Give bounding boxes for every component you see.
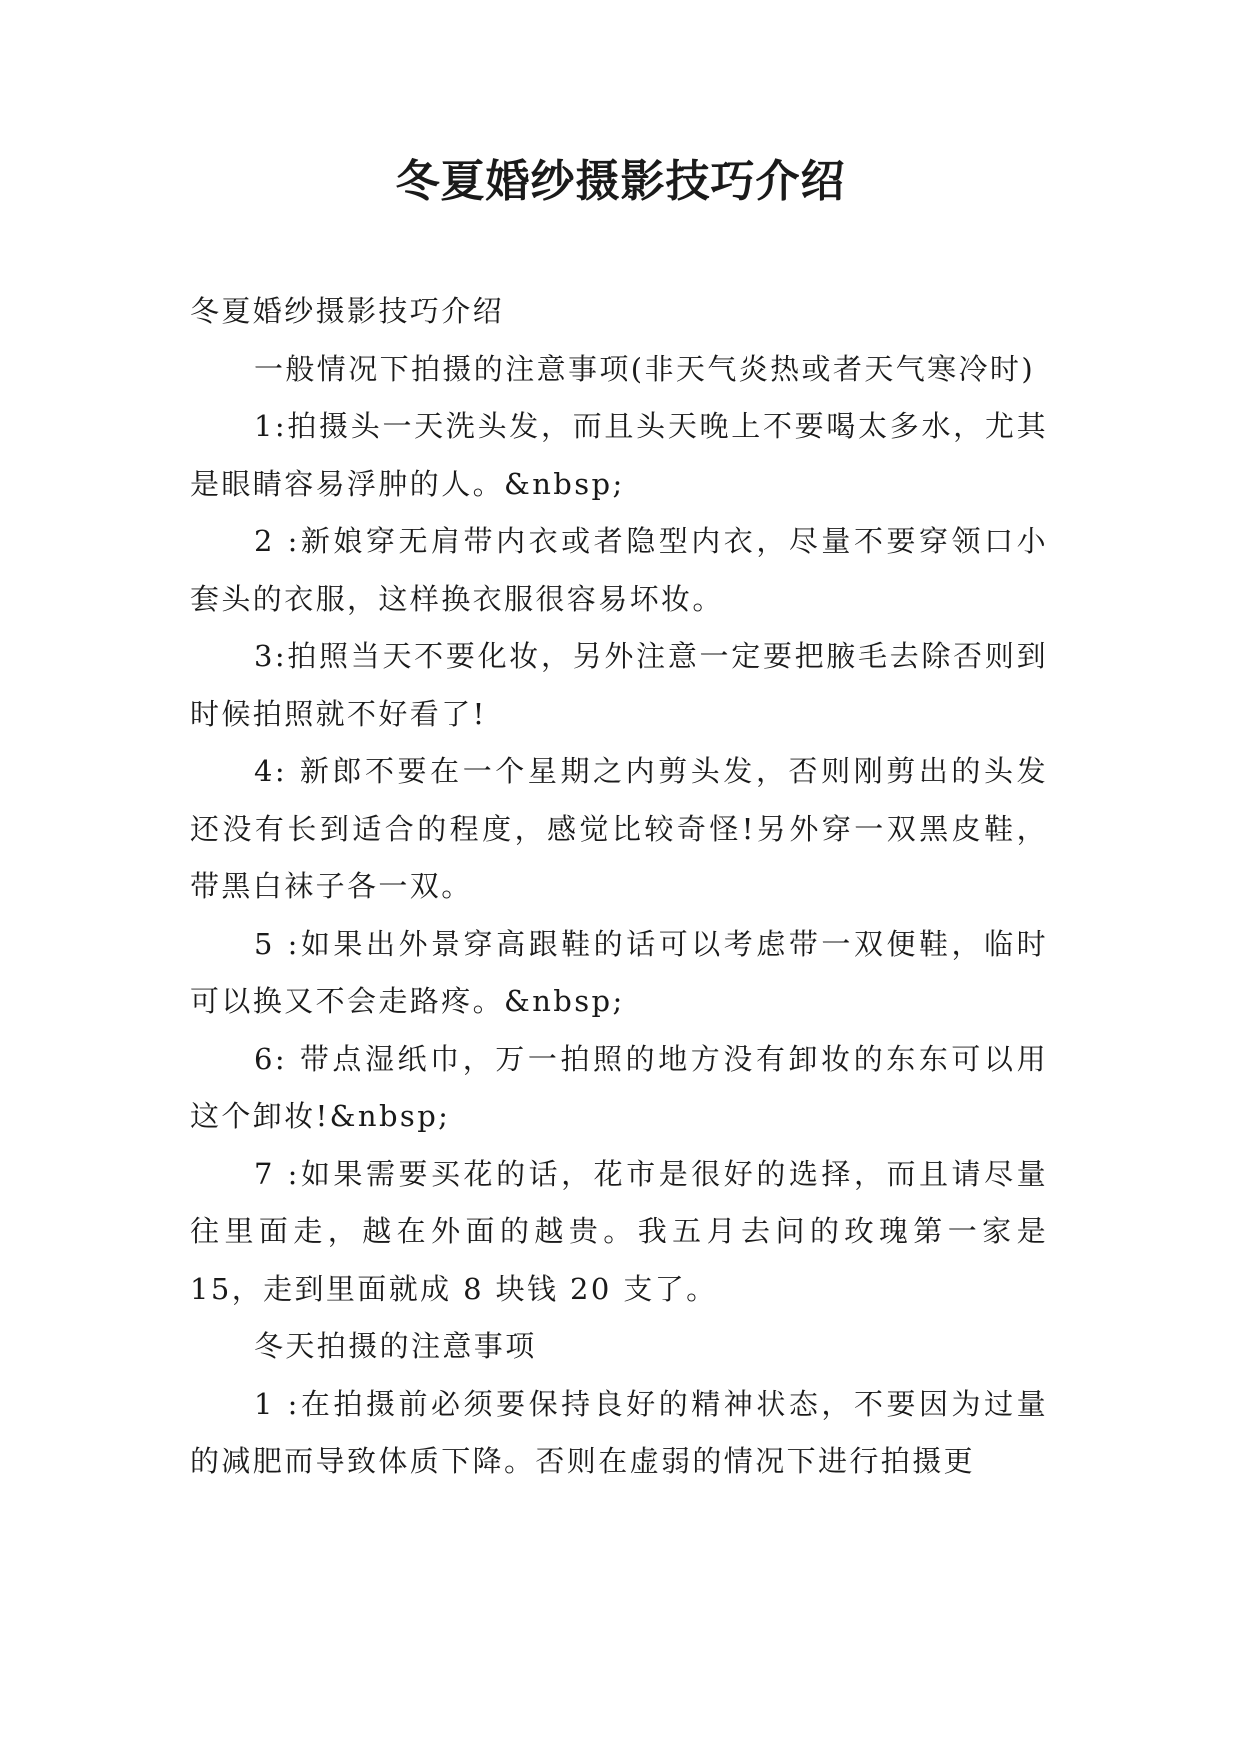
paragraph-item-5: 5 :如果出外景穿高跟鞋的话可以考虑带一双便鞋，临时可以换又不会走路疼。&nbsp;: [190, 926, 1048, 1018]
paragraph-subtitle: 冬夏婚纱摄影技巧介绍: [190, 294, 505, 328]
paragraph-winter-heading: 冬天拍摄的注意事项: [254, 1329, 537, 1363]
paragraph-item-3: 3:拍照当天不要化妆，另外注意一定要把腋毛去除否则到时候拍照就不好看了!: [190, 639, 1048, 731]
paragraph-general-heading: 一般情况下拍摄的注意事项(非天气炎热或者天气寒冷时): [254, 351, 1036, 386]
paragraph-item-7: 7 :如果需要买花的话，花市是很好的选择，而且请尽量往里面走，越在外面的越贵。我五月去问的玫瑰第一家是15，走到里面就成 8 块钱 20 支了。: [190, 1156, 1048, 1306]
document-body: [190, 283, 1048, 1491]
paragraph-item-2: 2 :新娘穿无肩带内衣或者隐型内衣，尽量不要穿领口小套头的衣服，这样换衣服很容易坏妆。: [190, 524, 1048, 616]
paragraph-item-4: 4: 新郎不要在一个星期之内剪头发，否则刚剪出的头发还没有长到适合的程度，感觉比较奇怪!另外穿一双黑皮鞋，带黑白袜子各一双。: [190, 754, 1048, 903]
document-title: 冬夏婚纱摄影技巧介绍: [395, 156, 846, 207]
paragraph-winter-item-1: 1 :在拍摄前必须要保持良好的精神状态，不要因为过量的减肥而导致体质下降。否则在虚弱的情况下进行拍摄更: [190, 1386, 1048, 1478]
paragraph-item-1: 1:拍摄头一天洗头发，而且头天晚上不要喝太多水，尤其是眼睛容易浮肿的人。&nbsp;: [190, 409, 1048, 501]
paragraph-item-6: 6: 带点湿纸巾，万一拍照的地方没有卸妆的东东可以用这个卸妆!&nbsp;: [190, 1041, 1048, 1133]
